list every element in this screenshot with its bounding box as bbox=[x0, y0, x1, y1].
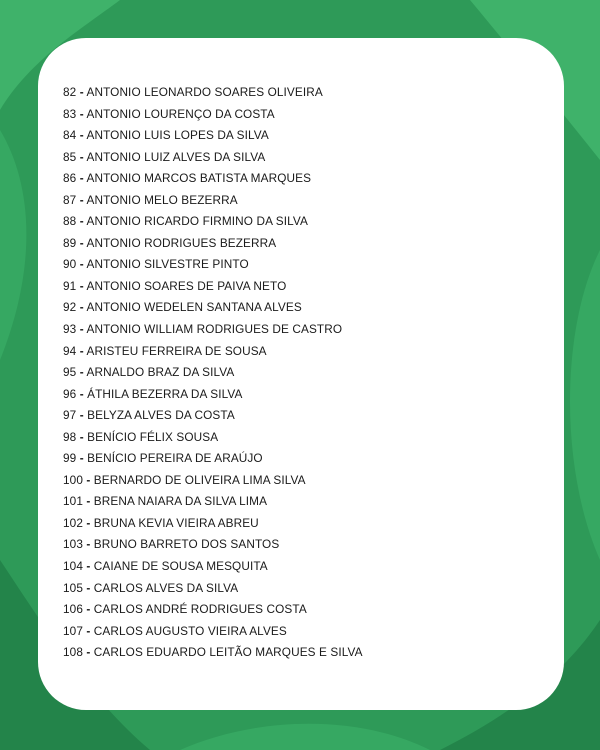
list-item bbox=[63, 405, 564, 427]
bg-leaf-bottom-center bbox=[180, 724, 430, 750]
entry-separator: - bbox=[79, 386, 84, 401]
entry-number: 83 bbox=[63, 106, 77, 121]
entry-number: 98 bbox=[63, 429, 77, 444]
list-item bbox=[63, 297, 564, 319]
entry-name: CARLOS ANDRÉ RODRIGUES COSTA bbox=[93, 602, 307, 617]
entry-number: 103 bbox=[63, 537, 83, 552]
entry-number: 95 bbox=[63, 365, 77, 380]
entry-name: BERNARDO DE OLIVEIRA LIMA SILVA bbox=[93, 472, 306, 487]
entry-number: 93 bbox=[63, 322, 77, 337]
entry-separator: - bbox=[79, 451, 84, 466]
entry-name: ANTONIO WILLIAM RODRIGUES DE CASTRO bbox=[86, 322, 343, 337]
entry-number: 94 bbox=[63, 343, 77, 358]
entry-separator: - bbox=[79, 429, 84, 444]
entry-name: CARLOS AUGUSTO VIEIRA ALVES bbox=[93, 623, 287, 638]
list-item bbox=[63, 147, 564, 169]
name-list-card bbox=[38, 38, 564, 710]
list-item bbox=[63, 621, 564, 643]
entry-name: CARLOS EDUARDO LEITÃO MARQUES E SILVA bbox=[93, 645, 363, 660]
list-item bbox=[63, 384, 564, 406]
entry-number: 100 bbox=[63, 472, 83, 487]
entry-separator: - bbox=[79, 214, 84, 229]
entry-name: ANTONIO LUIS LOPES DA SILVA bbox=[86, 128, 269, 143]
entry-number: 108 bbox=[63, 645, 83, 660]
list-item bbox=[63, 211, 564, 233]
bg-leaf-right bbox=[570, 250, 600, 560]
list-item bbox=[63, 491, 564, 513]
entry-separator: - bbox=[79, 322, 84, 337]
list-item bbox=[63, 254, 564, 276]
entry-number: 92 bbox=[63, 300, 77, 315]
entry-name: BRENA NAIARA DA SILVA LIMA bbox=[93, 494, 268, 509]
entry-separator: - bbox=[79, 257, 84, 272]
list-item bbox=[63, 556, 564, 578]
list-item bbox=[63, 513, 564, 535]
entry-separator: - bbox=[86, 559, 91, 574]
entry-separator: - bbox=[79, 235, 84, 250]
entry-separator: - bbox=[86, 472, 91, 487]
list-item bbox=[63, 427, 564, 449]
list-item bbox=[63, 125, 564, 147]
list-item bbox=[63, 104, 564, 126]
bg-leaf-left bbox=[0, 130, 26, 360]
entry-separator: - bbox=[86, 602, 91, 617]
entry-separator: - bbox=[79, 128, 84, 143]
entry-separator: - bbox=[79, 149, 84, 164]
entry-separator: - bbox=[79, 171, 84, 186]
entry-separator: - bbox=[79, 365, 84, 380]
entry-name: ARISTEU FERREIRA DE SOUSA bbox=[86, 343, 267, 358]
entry-number: 82 bbox=[63, 85, 77, 99]
entry-name: ANTONIO MELO BEZERRA bbox=[86, 192, 238, 207]
entry-name: ANTONIO LEONARDO SOARES OLIVEIRA bbox=[86, 85, 323, 99]
entry-name: BELYZA ALVES DA COSTA bbox=[87, 408, 235, 423]
list-item bbox=[63, 82, 564, 104]
entry-name: ARNALDO BRAZ DA SILVA bbox=[86, 365, 235, 380]
list-item bbox=[63, 448, 564, 470]
list-item bbox=[63, 341, 564, 363]
entry-number: 99 bbox=[63, 451, 77, 466]
entry-separator: - bbox=[86, 645, 91, 660]
entry-name: BENÍCIO FÉLIX SOUSA bbox=[87, 429, 219, 444]
entry-name: ANTONIO RODRIGUES BEZERRA bbox=[86, 235, 277, 250]
entry-separator: - bbox=[86, 515, 91, 530]
entry-name: ÁTHILA BEZERRA DA SILVA bbox=[87, 386, 243, 401]
entry-separator: - bbox=[79, 278, 84, 293]
entry-number: 104 bbox=[63, 559, 83, 574]
entry-number: 105 bbox=[63, 580, 83, 595]
list-item bbox=[63, 534, 564, 556]
entry-name: CAIANE DE SOUSA MESQUITA bbox=[93, 559, 268, 574]
entry-number: 89 bbox=[63, 235, 77, 250]
entry-number: 86 bbox=[63, 171, 77, 186]
list-item bbox=[63, 319, 564, 341]
entry-separator: - bbox=[86, 537, 91, 552]
entry-number: 97 bbox=[63, 408, 77, 423]
entry-separator: - bbox=[79, 300, 84, 315]
entry-number: 87 bbox=[63, 192, 77, 207]
list-item bbox=[63, 578, 564, 600]
entry-number: 106 bbox=[63, 602, 83, 617]
entry-name: BRUNO BARRETO DOS SANTOS bbox=[93, 537, 280, 552]
entry-name: ANTONIO SILVESTRE PINTO bbox=[86, 257, 249, 272]
entry-separator: - bbox=[79, 106, 84, 121]
entry-separator: - bbox=[79, 85, 84, 99]
list-item bbox=[63, 642, 564, 664]
list-item bbox=[63, 599, 564, 621]
list-item bbox=[63, 168, 564, 190]
entry-number: 85 bbox=[63, 149, 77, 164]
entry-separator: - bbox=[86, 580, 91, 595]
entry-name: BENÍCIO PEREIRA DE ARAÚJO bbox=[87, 451, 263, 466]
entry-name: CARLOS ALVES DA SILVA bbox=[93, 580, 239, 595]
entry-number: 107 bbox=[63, 623, 83, 638]
entry-name: BRUNA KEVIA VIEIRA ABREU bbox=[93, 515, 259, 530]
entry-name: ANTONIO SOARES DE PAIVA NETO bbox=[86, 278, 287, 293]
entry-number: 90 bbox=[63, 257, 77, 272]
name-list bbox=[63, 82, 564, 664]
entry-number: 91 bbox=[63, 278, 77, 293]
list-item bbox=[63, 190, 564, 212]
entry-number: 96 bbox=[63, 386, 77, 401]
list-item bbox=[63, 276, 564, 298]
entry-name: ANTONIO MARCOS BATISTA MARQUES bbox=[86, 171, 312, 186]
entry-number: 84 bbox=[63, 128, 77, 143]
entry-separator: - bbox=[79, 192, 84, 207]
entry-name: ANTONIO WEDELEN SANTANA ALVES bbox=[86, 300, 302, 315]
entry-separator: - bbox=[86, 623, 91, 638]
entry-separator: - bbox=[79, 408, 84, 423]
entry-number: 102 bbox=[63, 515, 83, 530]
entry-name: ANTONIO LUIZ ALVES DA SILVA bbox=[86, 149, 266, 164]
entry-name: ANTONIO RICARDO FIRMINO DA SILVA bbox=[86, 214, 308, 229]
list-item bbox=[63, 362, 564, 384]
entry-separator: - bbox=[86, 494, 91, 509]
list-item bbox=[63, 233, 564, 255]
entry-separator: - bbox=[79, 343, 84, 358]
list-item bbox=[63, 470, 564, 492]
entry-name: ANTONIO LOURENÇO DA COSTA bbox=[86, 106, 275, 121]
entry-number: 101 bbox=[63, 494, 83, 509]
entry-number: 88 bbox=[63, 214, 77, 229]
